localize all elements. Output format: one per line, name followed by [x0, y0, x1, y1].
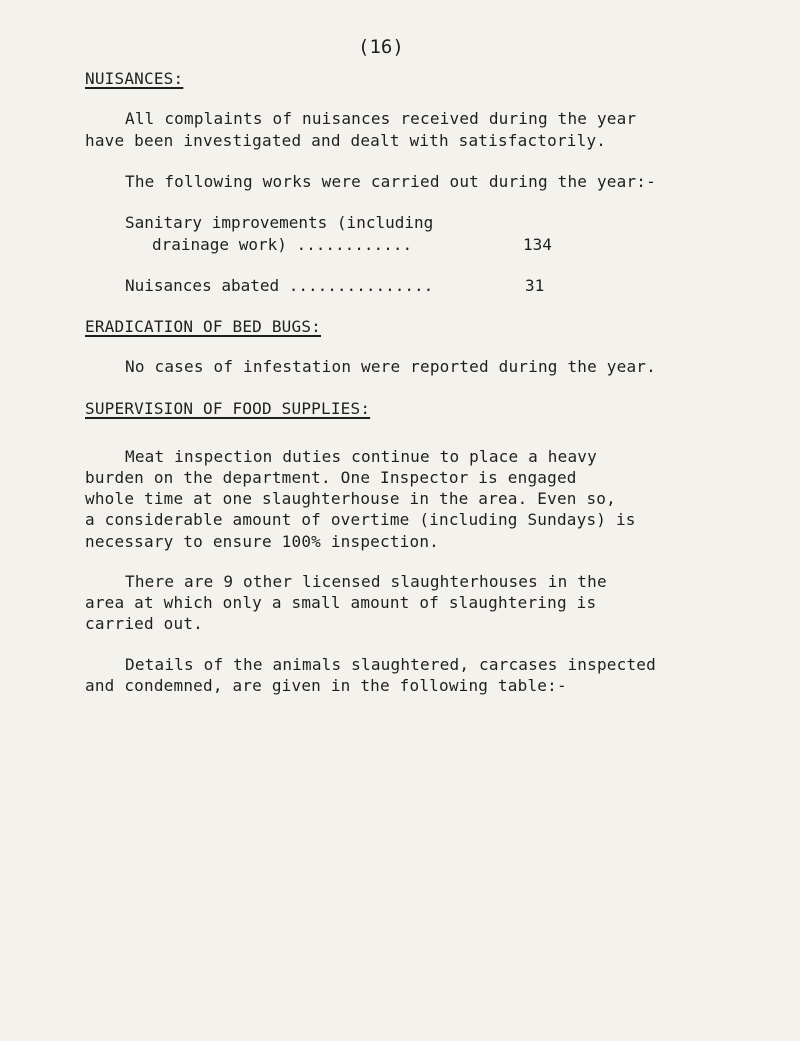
page-number: (16)	[358, 36, 404, 58]
works-item-value: 134	[523, 235, 552, 254]
section-heading-bed-bugs: ERADICATION OF BED BUGS:	[85, 317, 321, 336]
paragraph-line: burden on the department. One Inspector is engaged	[85, 468, 577, 487]
paragraph-line: have been investigated and dealt with satisfactorily.	[85, 131, 607, 150]
works-item-label: Nuisances abated ...............	[125, 276, 434, 295]
paragraph-line: and condemned, are given in the following table:-	[85, 676, 567, 695]
section-heading-food-supplies: SUPERVISION OF FOOD SUPPLIES:	[85, 399, 371, 418]
paragraph-line: Details of the animals slaughtered, carcases inspected	[125, 655, 656, 674]
paragraph-line: whole time at one slaughterhouse in the area. Even so,	[85, 489, 616, 508]
works-item-label: drainage work) ............	[152, 235, 413, 254]
paragraph-line: No cases of infestation were reported during the year.	[125, 357, 656, 376]
paragraph-line: The following works were carried out during the year:-	[125, 172, 656, 191]
paragraph-line: area at which only a small amount of slaughtering is	[85, 593, 597, 612]
works-item-value: 31	[525, 276, 545, 295]
works-item-label: Sanitary improvements (including	[125, 213, 434, 232]
section-heading-nuisances: NUISANCES:	[85, 69, 184, 88]
paragraph-line: There are 9 other licensed slaughterhouses in the	[125, 572, 607, 591]
paragraph-line: Meat inspection duties continue to place a heavy	[125, 447, 597, 466]
paragraph-line: carried out.	[85, 614, 203, 633]
paragraph-line: All complaints of nuisances received during the year	[125, 109, 637, 128]
paragraph-line: necessary to ensure 100% inspection.	[85, 532, 439, 551]
paragraph-line: a considerable amount of overtime (including Sundays) is	[85, 510, 636, 529]
